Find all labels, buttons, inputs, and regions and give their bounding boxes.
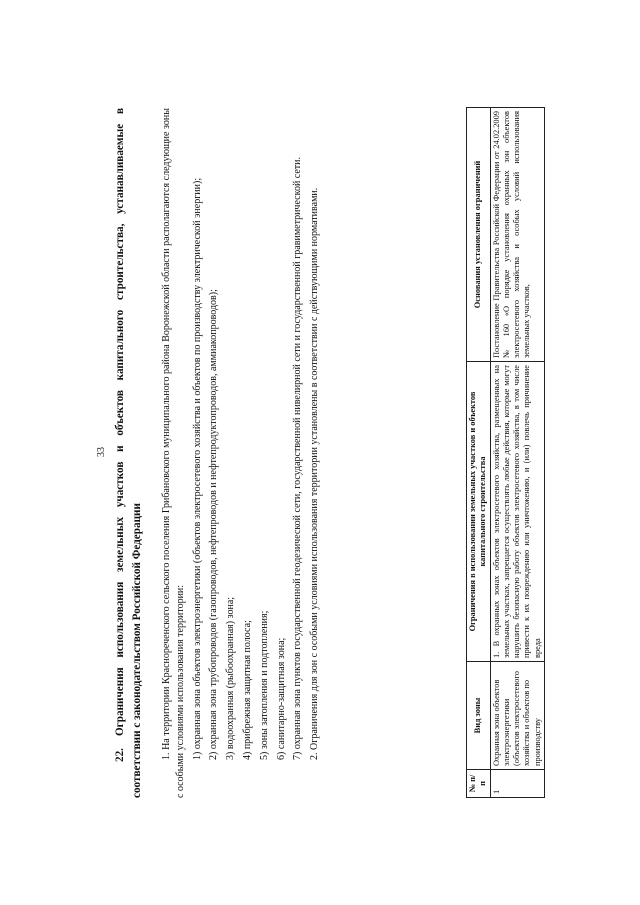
restrictions-table xyxy=(466,107,545,798)
cell-zone-type: Охранная зона объектов электроэнергетики (объектов электросетевого хозяйства и объектов по производству xyxy=(490,662,544,770)
table-row xyxy=(490,108,544,798)
paragraph-zones-intro: 1. На территории Краснореченского сельского поселения Грибановского муниципального района Воронежской области располагаются следующие зоны с особыми условиями использования территории: xyxy=(161,108,186,798)
table-header-row xyxy=(467,108,491,798)
section-number: 22. xyxy=(114,748,126,762)
header-grounds: Основания установления ограничений xyxy=(467,108,491,362)
list-item-6: 6) санитарно-защитная зона; xyxy=(275,637,287,760)
list-item-1: 1) охранная зона объектов электроэнергетики (объектов электросетевого хозяйства и объектов по производству электрической энергии); xyxy=(191,177,203,760)
list-item-3: 3) водоохранная (рыбоохранная) зона; xyxy=(225,596,237,760)
paragraph-restrictions: 2. Ограничения для зон с особыми условиями использования территории установлены в соответствии с действующими нормативами. xyxy=(309,187,321,760)
cell-number: 1 xyxy=(490,770,544,798)
header-zone-type: Вид зоны xyxy=(467,662,491,770)
cell-grounds: Постановление Правительства Российской Федерации от 24.02.2009 № 160 «О порядке установления охранных зон объектов электросетевого хозяйства и особых условий использования земельных участков, xyxy=(490,108,544,362)
list-item-5: 5) зоны затопления и подтопления; xyxy=(258,610,270,760)
section-heading xyxy=(112,108,146,798)
document-body xyxy=(160,108,325,798)
cell-restrictions: 1. В охранных зонах объектов электросетевого хозяйства, размещенных на земельных участках, запрещается осуществлять любые действия, которые могут нарушить безопасную работу объектов электросетевого хозяйства, в том числе привести к их повреждению или уничтожению, и (или) повлечь причинение вреда xyxy=(490,362,544,662)
section-title: Ограничения использования земельных участков и объектов капитального строительства, устанавливаемые в соответствии с законодательством Российской Федерации xyxy=(114,108,143,798)
page-number: 33 xyxy=(96,447,107,457)
header-restrictions: Ограничения в использовании земельных участков и объектов капитального строительства xyxy=(467,362,491,662)
list-item-4: 4) прибрежная защитная полоса; xyxy=(241,620,253,760)
rotated-sheet xyxy=(96,92,542,812)
header-number: № п/п xyxy=(467,770,491,798)
list-item-7: 7) охранная зона пунктов государственной геодезической сети, государственной нивелирной сети и государственной гравиметрической сети. xyxy=(292,156,304,760)
list-item-2: 2) охранная зона трубопроводов (газопроводов, нефтепроводов и нефтепродуктопроводов, аммиакопроводов); xyxy=(208,289,220,760)
